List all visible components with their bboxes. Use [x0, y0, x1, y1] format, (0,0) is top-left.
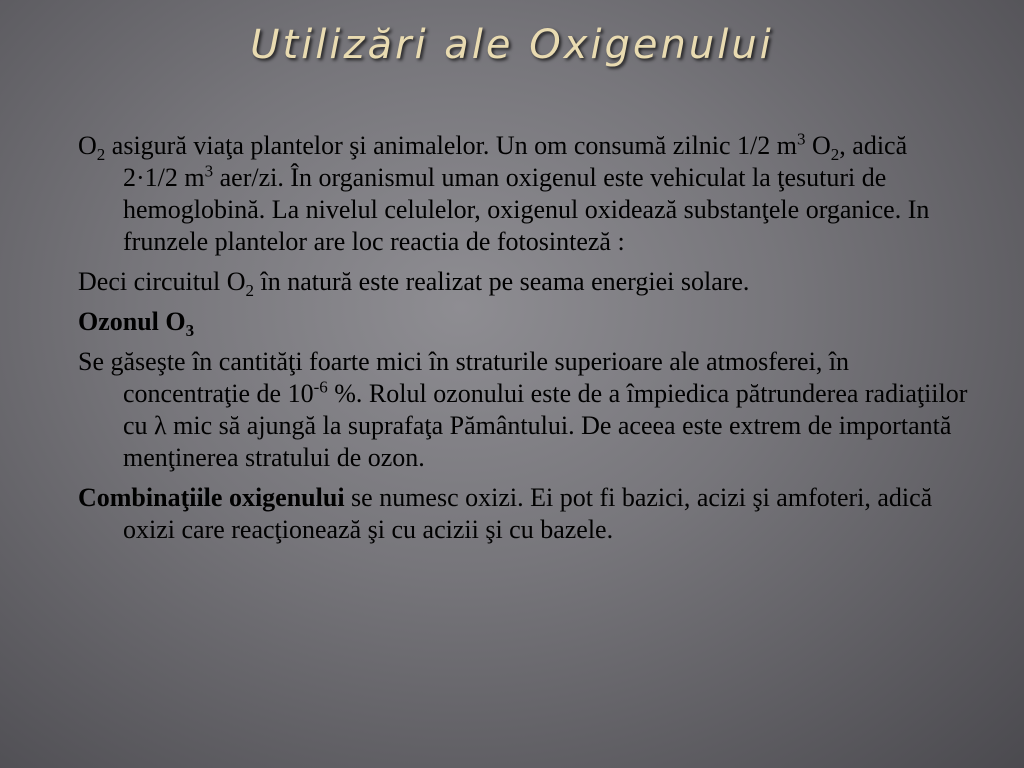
slide-body: [78, 130, 968, 554]
slide-title: Utilizări ale Oxigenului: [250, 22, 774, 68]
paragraph-oxygen-cycle: [78, 266, 968, 301]
text-run: , adică 2·1/2 m: [123, 131, 908, 192]
text-run: în natură este realizat pe seama energiei solare.: [254, 267, 750, 296]
text-run: se numesc oxizi. Ei pot fi bazici, acizi şi amfoteri, adică oxizi care reacţionează şi cu acizii şi cu bazele.: [123, 483, 933, 544]
heading-ozone: [78, 306, 968, 341]
text-run: Se găseşte în cantităţi foarte mici în straturile superioare ale atmosferei, în concentraţie de 10: [78, 347, 850, 408]
text-run: %. Rolul ozonului este de a împiedica pătrunderea radiaţiilor cu λ mic să ajungă la suprafaţa Pământului. De aceea este extrem de importantă menţinerea stratului de ozon.: [123, 379, 968, 472]
subscript-2: 2: [830, 145, 840, 165]
text-run: Deci circuitul O: [78, 267, 246, 296]
superscript-3: 3: [204, 161, 214, 181]
superscript-3: 3: [797, 129, 806, 149]
superscript-exponent: -6: [313, 377, 328, 397]
paragraph-oxides: [78, 482, 968, 546]
text-o: O: [78, 131, 97, 160]
text-run: O: [805, 131, 831, 160]
subscript-2: 2: [96, 145, 106, 165]
bold-term: Combinaţiile oxigenului: [78, 483, 345, 512]
paragraph-ozone: [78, 346, 968, 474]
subscript-2: 2: [245, 281, 254, 301]
text-run: aer/zi. În organismul uman oxigenul este vehiculat la ţesuturi de hemoglobină. La nivelul celulelor, oxigenul oxidează substanţele organice. In frunzele plantelor are loc reactia de fotosinteză :: [123, 163, 930, 256]
subscript-3: 3: [185, 321, 195, 341]
text-run: Ozonul O: [78, 307, 186, 336]
text-run: asigură viaţa plantelor şi animalelor. Un om consumă zilnic 1/2 m: [105, 131, 797, 160]
paragraph-oxygen-life: [78, 130, 968, 258]
